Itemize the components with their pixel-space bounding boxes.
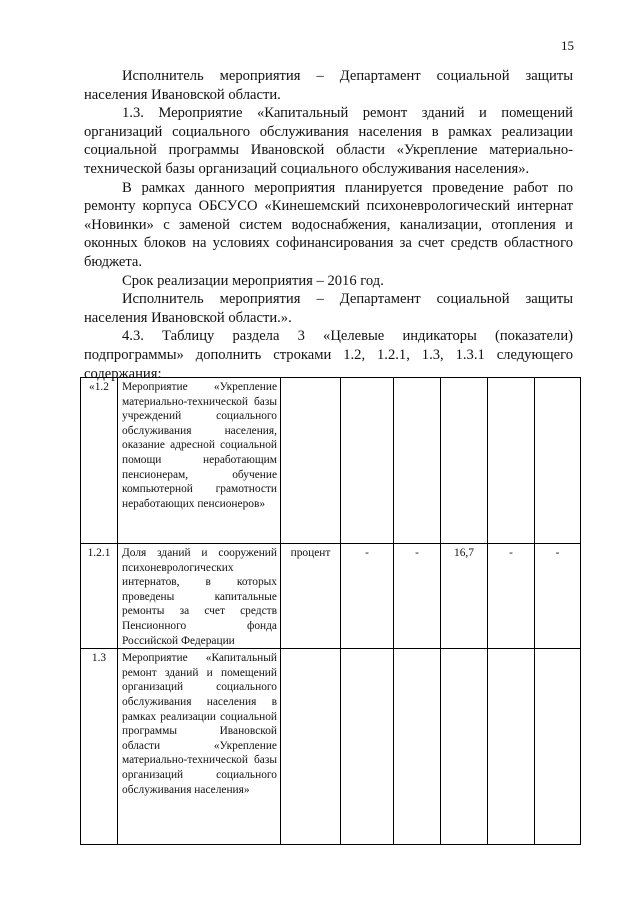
unit-cell: [281, 649, 341, 845]
value-cell: [441, 649, 488, 845]
value-cell: [535, 649, 581, 845]
page-number: 15: [561, 38, 574, 53]
value-cell: [341, 649, 394, 845]
value-cell: [488, 378, 535, 544]
body-text: [84, 67, 573, 383]
paragraph-executor-1: Исполнитель мероприятия – Департамент социальной защиты населения Ивановской области.: [84, 68, 573, 103]
table-row: [81, 544, 581, 649]
value-cell: 16,7: [441, 544, 488, 649]
value-cell: [394, 378, 441, 544]
table-row: [81, 378, 581, 544]
value-cell: -: [488, 544, 535, 649]
paragraph-measure-1-3: 1.3. Мероприятие «Капитальный ремонт зданий и помещений организаций социального обслуживания населения в рамках реализации социальной программы Ивановской области «Укрепление материально-технической базы организаций социального обслуживания населения».: [84, 105, 573, 177]
row-number: 1.2.1: [81, 544, 118, 649]
value-cell: -: [535, 544, 581, 649]
value-cell: [341, 378, 394, 544]
value-cell: [535, 378, 581, 544]
row-number: «1.2: [81, 378, 118, 544]
value-cell: -: [394, 544, 441, 649]
unit-cell: процент: [281, 544, 341, 649]
value-cell: [488, 649, 535, 845]
indicators-table: [80, 377, 581, 845]
indicator-name: Мероприятие «Капитальный ремонт зданий и помещений организаций социального обслуживания населения в рамках реализации социальной программы Ивановской области «Укрепление материально-технической базы организаций социального обслуживания населения»: [118, 649, 281, 845]
paragraph-measure-description: В рамках данного мероприятия планируется проведение работ по ремонту корпуса ОБСУСО «Кинешемский психоневрологический интернат «Новинки» с заменой систем водоснабжения, канализации, отопления и оконных блоков на условиях софинансирования за счет средств областного бюджета.: [84, 179, 573, 270]
table-row: [81, 649, 581, 845]
indicator-name: Мероприятие «Укрепление материально-технической базы учреждений социального обслуживания населения, оказание адресной социальной помощи неработающим пенсионерам, обучение компьютерной грамотности неработающих пенсионеров»: [118, 378, 281, 544]
paragraph-table-amendment: 4.3. Таблицу раздела 3 «Целевые индикаторы (показатели) подпрограммы» дополнить строками 1.2, 1.2.1, 1.3, 1.3.1 следующего содержания:: [84, 328, 573, 382]
indicator-name: Доля зданий и сооружений психоневрологических интернатов, в которых проведены капитальные ремонты за счет средств Пенсионного фонда Российской Федерации: [118, 544, 281, 649]
paragraph-term: Срок реализации мероприятия – 2016 год.: [122, 272, 384, 289]
value-cell: [441, 378, 488, 544]
row-number: 1.3: [81, 649, 118, 845]
value-cell: [394, 649, 441, 845]
value-cell: -: [341, 544, 394, 649]
paragraph-executor-2: Исполнитель мероприятия – Департамент социальной защиты населения Ивановской области.».: [84, 291, 573, 326]
unit-cell: [281, 378, 341, 544]
